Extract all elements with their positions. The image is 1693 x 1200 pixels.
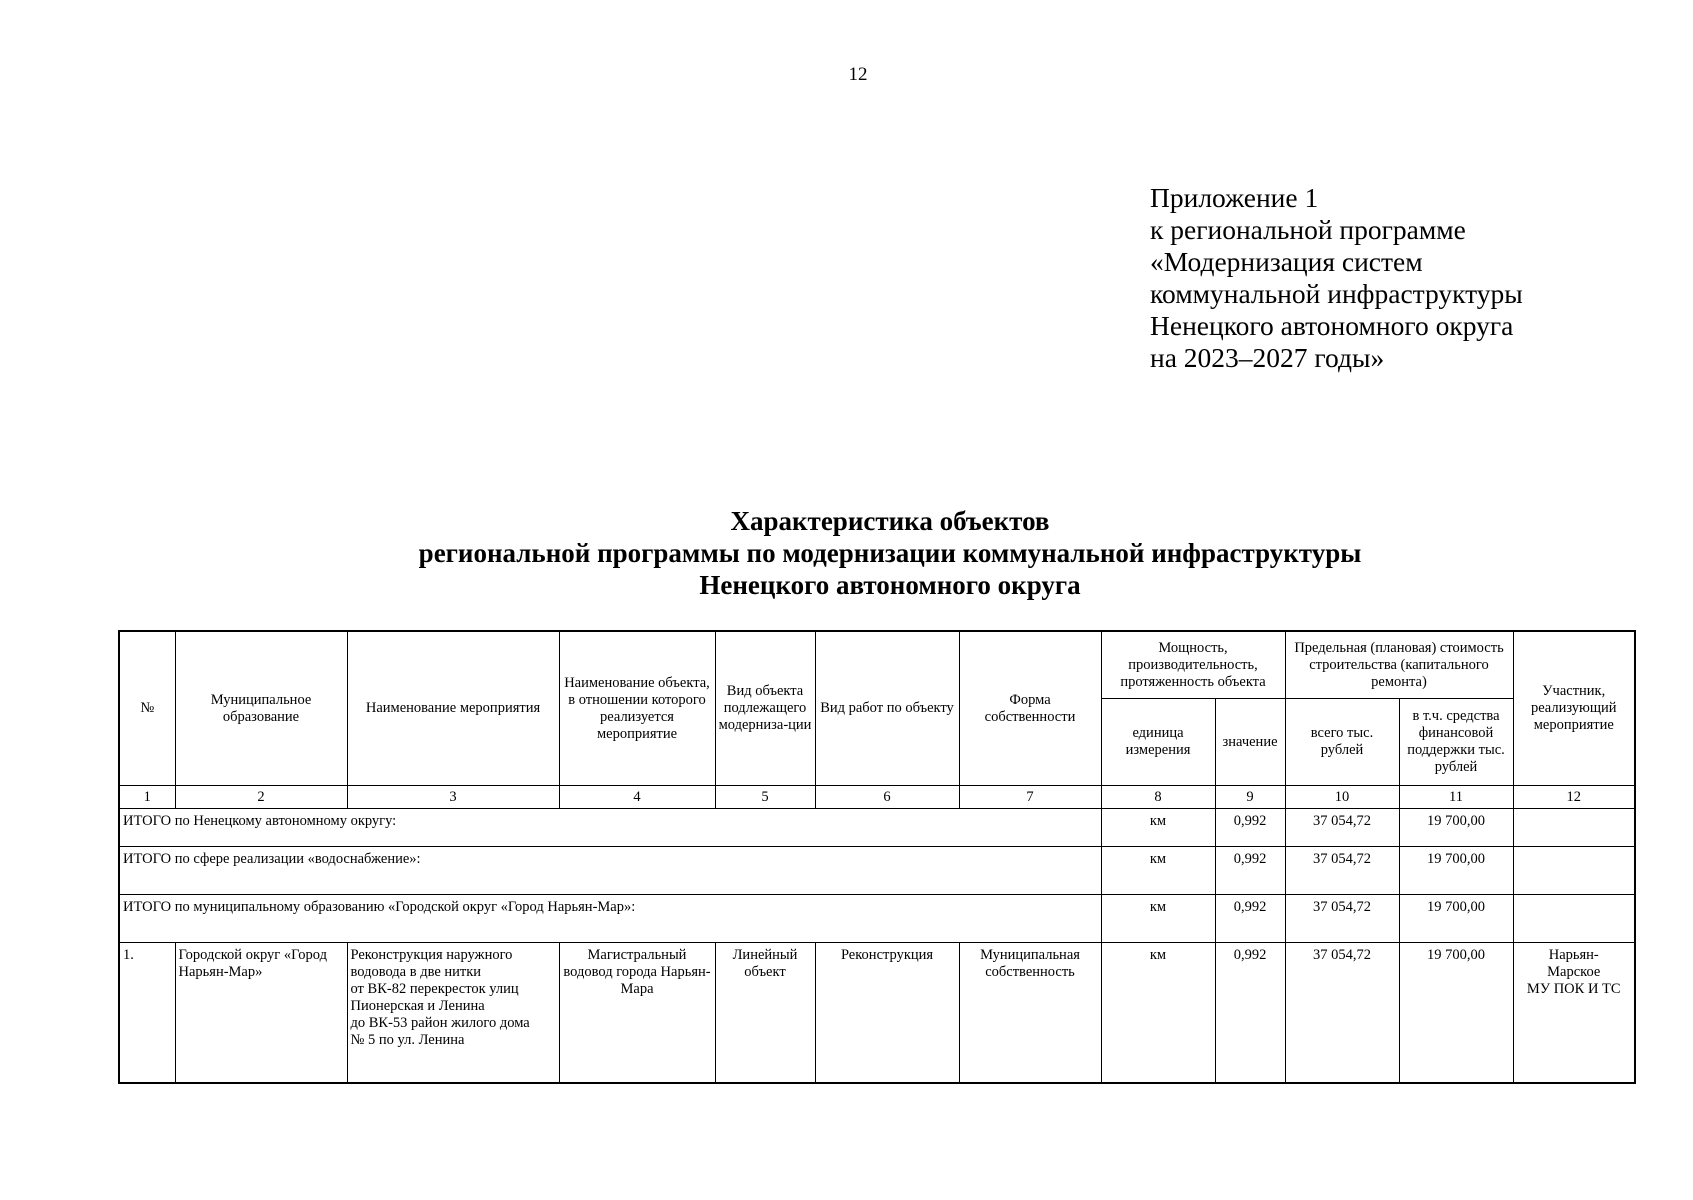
header-object-type: Вид объекта подлежащего модерниза-ции [715, 631, 815, 786]
column-number: 9 [1215, 786, 1285, 809]
header-measure: Наименование мероприятия [347, 631, 559, 786]
summary-row-municipality [119, 895, 1635, 943]
column-number: 4 [559, 786, 715, 809]
header-object-name: Наименование объекта, в отношении которого реализуется мероприятие [559, 631, 715, 786]
column-number: 11 [1399, 786, 1513, 809]
column-number: 7 [959, 786, 1101, 809]
header-value: значение [1215, 699, 1285, 786]
column-number: 3 [347, 786, 559, 809]
annex-line: на 2023–2027 годы» [1150, 342, 1385, 373]
participant-line: Нарьян- [1548, 947, 1599, 963]
summary-value: 0,992 [1215, 895, 1285, 943]
participant-line: Марское [1547, 964, 1601, 980]
row-object-type: Линейный объект [715, 943, 815, 1084]
title-line: Ненецкого автономного округа [699, 570, 1081, 600]
row-unit: км [1101, 943, 1215, 1084]
summary-participant [1513, 847, 1635, 895]
column-number: 10 [1285, 786, 1399, 809]
objects-table [118, 630, 1636, 1084]
summary-value: 0,992 [1215, 847, 1285, 895]
measure-line: водовода в две нитки [350, 964, 482, 980]
row-measure [347, 943, 559, 1084]
summary-value: 0,992 [1215, 809, 1285, 847]
summary-participant [1513, 895, 1635, 943]
measure-line: Пионерская и Ленина [350, 998, 485, 1014]
row-total: 37 054,72 [1285, 943, 1399, 1084]
annex-line: коммунальной инфраструктуры [1150, 278, 1523, 309]
header-cost-group: Предельная (плановая) стоимость строительства (капитального ремонта) [1285, 631, 1513, 699]
annex-line: к региональной программе [1150, 214, 1466, 245]
row-work-type: Реконструкция [815, 943, 959, 1084]
summary-total: 37 054,72 [1285, 895, 1399, 943]
column-number: 1 [119, 786, 175, 809]
annex-line: Ненецкого автономного округа [1150, 310, 1514, 341]
column-numbers-row [119, 786, 1635, 809]
summary-label: ИТОГО по муниципальному образованию «Городской округ «Город Нарьян-Мар»: [119, 895, 1101, 943]
row-municipality: Городской округ «Город Нарьян-Мар» [175, 943, 347, 1084]
summary-row-water [119, 847, 1635, 895]
header-capacity-group: Мощность, производительность, протяженность объекта [1101, 631, 1285, 699]
summary-support: 19 700,00 [1399, 847, 1513, 895]
measure-line: от ВК-82 перекресток улиц [350, 981, 519, 997]
summary-total: 37 054,72 [1285, 809, 1399, 847]
column-number: 2 [175, 786, 347, 809]
column-number: 8 [1101, 786, 1215, 809]
header-total: всего тыс. рублей [1285, 699, 1399, 786]
row-no: 1. [119, 943, 175, 1084]
column-number: 12 [1513, 786, 1635, 809]
document-title [190, 505, 1590, 601]
summary-unit: км [1101, 895, 1215, 943]
summary-support: 19 700,00 [1399, 895, 1513, 943]
row-participant [1513, 943, 1635, 1084]
row-value: 0,992 [1215, 943, 1285, 1084]
header-unit: единица измерения [1101, 699, 1215, 786]
summary-total: 37 054,72 [1285, 847, 1399, 895]
annex-line: Приложение 1 [1150, 182, 1319, 213]
summary-label: ИТОГО по Ненецкому автономному округу: [119, 809, 1101, 847]
summary-unit: км [1101, 809, 1215, 847]
annex-line: «Модернизация систем [1150, 246, 1423, 277]
header-support: в т.ч. средства финансовой поддержки тыс. рублей [1399, 699, 1513, 786]
annex-block [1150, 182, 1670, 374]
summary-support: 19 700,00 [1399, 809, 1513, 847]
measure-line: № 5 по ул. Ленина [350, 1032, 465, 1048]
header-no: № [119, 631, 175, 786]
summary-label: ИТОГО по сфере реализации «водоснабжение»: [119, 847, 1101, 895]
summary-unit: км [1101, 847, 1215, 895]
header-participant: Участник, реализующий мероприятие [1513, 631, 1635, 786]
summary-participant [1513, 809, 1635, 847]
table-row [119, 943, 1635, 1084]
column-number: 6 [815, 786, 959, 809]
column-number: 5 [715, 786, 815, 809]
title-line: Характеристика объектов [730, 506, 1050, 536]
header-municipality: Муниципальное образование [175, 631, 347, 786]
page-number: 12 [848, 64, 868, 85]
row-support: 19 700,00 [1399, 943, 1513, 1084]
header-row [119, 631, 1635, 699]
row-ownership: Муниципальная собственность [959, 943, 1101, 1084]
summary-row-total [119, 809, 1635, 847]
header-work-type: Вид работ по объекту [815, 631, 959, 786]
measure-line: Реконструкция наружного [350, 947, 513, 963]
row-object-name: Магистральный водовод города Нарьян-Мара [559, 943, 715, 1084]
header-ownership: Форма собственности [959, 631, 1101, 786]
participant-line: МУ ПОК И ТС [1526, 981, 1621, 997]
measure-line: до ВК-53 район жилого дома [350, 1015, 530, 1031]
title-line: региональной программы по модернизации коммунальной инфраструктуры [418, 538, 1362, 568]
